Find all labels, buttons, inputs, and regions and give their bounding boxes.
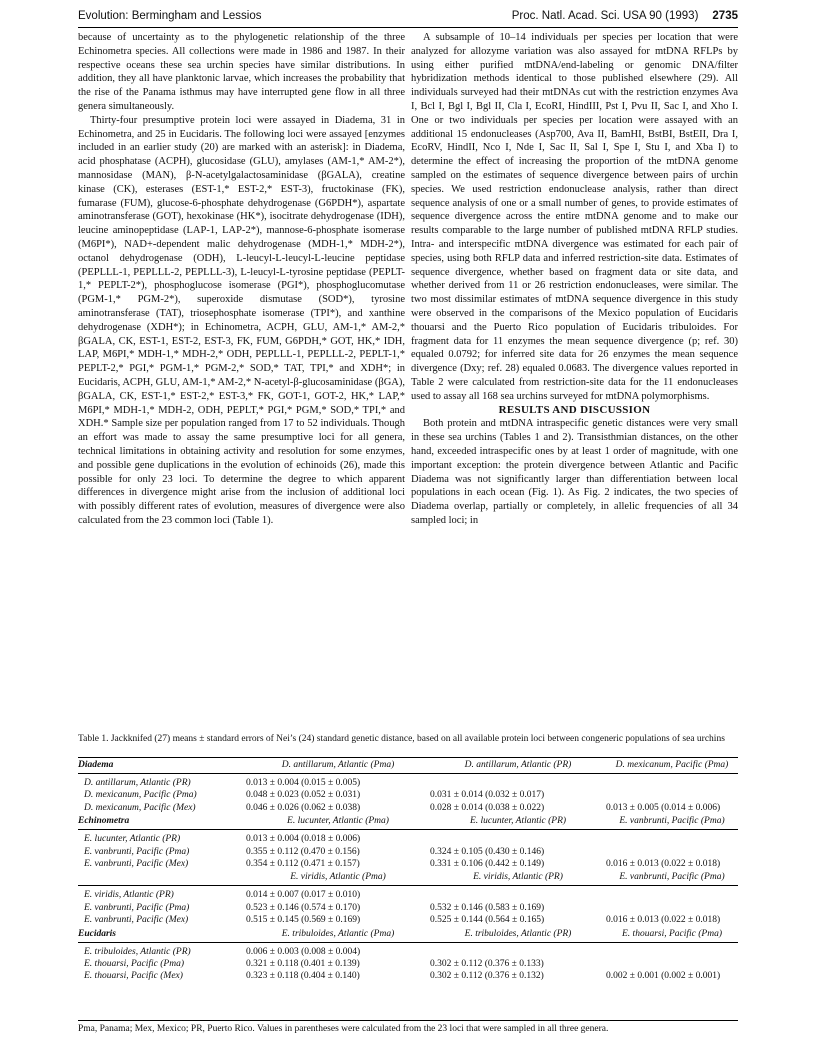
table-cell: 0.354 ± 0.112 (0.471 ± 0.157) bbox=[246, 858, 360, 869]
table-cell: 0.031 ± 0.014 (0.032 ± 0.017) bbox=[430, 790, 545, 801]
table-cell: 0.523 ± 0.146 (0.574 ± 0.170) bbox=[246, 902, 361, 913]
table-1 bbox=[78, 757, 738, 983]
column-header: E. lucunter, Atlantic (Pma) bbox=[287, 816, 389, 827]
column-header: D. antillarum, Atlantic (Pma) bbox=[281, 760, 395, 770]
header-left: Evolution: Bermingham and Lessios bbox=[78, 10, 262, 22]
table-group-header bbox=[78, 758, 738, 774]
table-cell bbox=[606, 789, 738, 801]
table-row bbox=[78, 970, 738, 982]
row-label: E. lucunter, Atlantic (PR) bbox=[84, 834, 181, 845]
table-cell: 0.016 ± 0.013 (0.022 ± 0.018) bbox=[606, 915, 721, 926]
table-cell: 0.525 ± 0.144 (0.564 ± 0.165) bbox=[430, 915, 545, 926]
page-number: 2735 bbox=[712, 10, 738, 22]
table-group-header bbox=[78, 814, 738, 830]
left-paragraph-1: because of uncertainty as to the phylogenetic relationship of the three Echinometra species. All collections were made in 1986 and 1987. In their respective oceans these sea urchin species have similar distributions. In addition, they all have planktonic larvae, which increases the probability that the rise of the Panama isthmus may have interrupted gene flow in all three genera simultaneously. bbox=[78, 32, 405, 112]
table-cell: 0.013 ± 0.005 (0.014 ± 0.006) bbox=[606, 802, 721, 813]
table-row bbox=[78, 889, 738, 901]
table-row bbox=[78, 789, 738, 801]
group-name: Echinometra bbox=[78, 816, 130, 827]
table-cell: 0.048 ± 0.023 (0.052 ± 0.031) bbox=[246, 790, 361, 801]
group-name: Diadema bbox=[78, 760, 114, 770]
left-paragraph-2: Thirty-four presumptive protein loci were assayed in Diadema, 31 in Echinometra, and 25 in Eucidaris. The following loci were assayed [enzymes included in an earlier study (20) are marked with an asterisk]: in Diadema, acid phosphatase (ACPH), glucosidase (GLU), amylases (AM-1,* AM-2*), mannosidase (MAN), β-N-acetylgalactosaminidase (βGALA), creatine kinase (CK), esterases (EST-1,* EST-2,* EST-3), fructokinase (FK), fumarase (FUM), glucose-6-phosphate dehydrogenase (G6PDH*), aspartate aminotransferase (GOT), hexokinase (HK*), isocitrate dehydrogenase (IDH), leucine aminopeptidase (LAP-1, LAP-2*), mannose-6-phosphate isomerase (M6PI*), NAD+-dependent malic dehydrogenase (MDH-1,* MDH-2*), octanol dehydrogenase (ODH), L-leucyl-L-leucyl-L-leucine peptidase (PEPLLL-1, PEPLLL-2, PEPLLL-3), L-leucyl-L-tyrosine peptidase (PEPLT-1,* PEPLT-2*), phosphoglucose isomerase (PGI*), phosphoglucomutase (PGM-1,* PGM-2*), superoxide dismutase (SOD*), tyrosine aminotransferase (TAT), triosephosphate isomerase (TPI*), and xanthine dehydrogenase (XDH*); in Echinometra, ACPH, GLU, AM-1,* AM-2,* βGALA, CK, EST-1, EST-2, EST-3, FK, FUM, G6PDH,* GOT, HK,* IDH, LAP, M6PI,* MDH-1,* MDH-2,* ODH, PEPLLL-1, PEPLLL-2, PEPLT-1,* PEPLT-2,* PGI,* PGM-1,* PGM-2,* SOD,* TAT, TPI,* and XDH*; in Eucidaris, ACPH, GLU, AM-1,* AM-2,* N-acetyl-β-glucosaminidase (βGA), βGALA, CK, EST-1,* EST-2,* EST-3,* FK, GOT-1, GOT-2, HK,* LAP,* M6PI,* MDH-1,* MDH-2, ODH, PEPLT,* PGI,* PGM,* SOD,* TPI,* and XDH.* Sample size per population ranged from 17 to 52 individuals. Though an effort was made to assay the same presumptive loci for all genera, technical limitations in obtaining activity and resolution for some enzymes, and possible gene duplications in the evolution of echinoids (26), made this possible for only 23 loci. To determine the degree to which apparent differences in divergence might arise from the inclusion of additional loci with possibly different rates of evolution, measures of divergence were also calculated from the 23 common loci (Table 1). bbox=[78, 114, 405, 526]
row-label: E. thouarsi, Pacific (Pma) bbox=[84, 958, 184, 969]
table-cell: 0.002 ± 0.001 (0.002 ± 0.001) bbox=[606, 971, 721, 982]
column-header: D. antillarum, Atlantic (PR) bbox=[464, 760, 572, 770]
column-header: E. lucunter, Atlantic (PR) bbox=[469, 816, 567, 827]
table-row bbox=[78, 946, 738, 958]
row-label: E. vanbrunti, Pacific (Mex) bbox=[84, 915, 189, 926]
row-label: E. vanbrunti, Pacific (Mex) bbox=[84, 858, 189, 869]
table-row bbox=[78, 846, 738, 858]
table-cell: 0.013 ± 0.004 (0.015 ± 0.005) bbox=[246, 778, 361, 788]
table-cell bbox=[606, 946, 738, 958]
section-heading: RESULTS AND DISCUSSION bbox=[498, 403, 651, 416]
header-right bbox=[512, 10, 738, 22]
table-cell: 0.016 ± 0.013 (0.022 ± 0.018) bbox=[606, 858, 721, 869]
column-header: E. vanbrunti, Pacific (Pma) bbox=[619, 872, 725, 883]
table-cell: 0.014 ± 0.007 (0.017 ± 0.010) bbox=[246, 890, 361, 901]
row-label: D. mexicanum, Pacific (Pma) bbox=[84, 790, 197, 801]
table-cell: 0.515 ± 0.145 (0.569 ± 0.169) bbox=[246, 915, 361, 926]
table-row bbox=[78, 902, 738, 914]
row-label: E. viridis, Atlantic (PR) bbox=[84, 890, 174, 901]
row-label: E. vanbrunti, Pacific (Pma) bbox=[84, 846, 190, 857]
table-cell: 0.532 ± 0.146 (0.583 ± 0.169) bbox=[430, 902, 545, 913]
column-header: E. thouarsi, Pacific (Pma) bbox=[622, 928, 722, 939]
column-header: D. mexicanum, Pacific (Pma) bbox=[615, 760, 729, 770]
table-cell: 0.331 ± 0.106 (0.442 ± 0.149) bbox=[430, 858, 545, 869]
table-cell: 0.323 ± 0.118 (0.404 ± 0.140) bbox=[246, 971, 360, 982]
table-cell: 0.028 ± 0.014 (0.038 ± 0.022) bbox=[430, 802, 545, 813]
table-cell bbox=[430, 833, 606, 845]
header-rule bbox=[78, 27, 738, 28]
table-cell: 0.302 ± 0.112 (0.376 ± 0.133) bbox=[430, 958, 544, 969]
table-cell bbox=[606, 958, 738, 970]
row-label: E. thouarsi, Pacific (Mex) bbox=[84, 971, 183, 982]
table-cell bbox=[606, 833, 738, 845]
table-cell: 0.355 ± 0.112 (0.470 ± 0.156) bbox=[246, 846, 360, 857]
table-cell bbox=[430, 946, 606, 958]
table-row bbox=[78, 914, 738, 926]
table-caption: Table 1. Jackknifed (27) means ± standard errors of Nei’s (24) standard genetic distance, based on all available protein loci between congeneric populations of sea urchins bbox=[78, 734, 725, 744]
column-header: E. vanbrunti, Pacific (Pma) bbox=[619, 816, 725, 827]
left-column bbox=[78, 31, 405, 528]
table-group-header bbox=[78, 927, 738, 943]
table-cell: 0.302 ± 0.112 (0.376 ± 0.132) bbox=[430, 971, 544, 982]
running-header bbox=[78, 10, 738, 26]
table-cell: 0.006 ± 0.003 (0.008 ± 0.004) bbox=[246, 946, 361, 957]
right-paragraph-1: A subsample of 10–14 individuals per species per location that were analyzed for allozyme variation was also assayed for mtDNA RFLPs by using either purified mtDNA/end-labeling or genomic DNA/filter hybridization methods identical to those published elsewhere (29). All individuals surveyed had their mtDNAs cut with the restriction enzymes Ava I, Bcl I, Bgl I, Bgl II, Cla I, EcoRI, HindIII, Pst I, Pvu II, Sac I, and Xho I. One or two individuals per species per location were assayed with an additional 15 endonucleases (Asp700, Ava II, BamHI, BstBI, BstEII, Dra I, EcoRV, HindII, Nco I, Nde I, Sac II, Sal I, Spe I, Stu I, and Xba I) to determine the effect of increasing the proportion of the mtDNA genome sampled on the estimates of sequence divergence between pairs of urchin species. We used restriction endonuclease analysis, rather than direct sequence analysis of one or a small number of genes, to provide estimates of sequence divergence across the entire mtDNA genome and to make our results comparable to the large number of published mtDNA RFLP studies. Intra- and interspecific mtDNA divergence was estimated for each pair of species, using both RFLP data and inferred restriction-site data. Estimates of sequence divergence, whether based on fragment data or site data, and whether derived from 11 or 26 restriction endonucleases, were similar. The two most dissimilar estimates of mtDNA sequence divergence in this study were observed in the comparisons of the Mexico population of Eucidaris thouarsi and the Puerto Rico population of Eucidaris tribuloides. For fragment data for 11 enzymes the mean sequence divergence (p; ref. 30) equaled 0.0792; for inferred site data for 26 enzymes the mean sequence divergence (Dxy; ref. 28) equaled 0.0683. The divergence values reported in Table 2 were calculated from restriction-site data for the 11 endonucleases used to assay all 168 sea urchins surveyed for mtDNA polymorphisms. bbox=[411, 32, 738, 402]
column-header: E. tribuloides, Atlantic (PR) bbox=[464, 928, 572, 939]
journal-citation: Proc. Natl. Acad. Sci. USA 90 (1993) bbox=[511, 10, 699, 22]
column-header: E. viridis, Atlantic (Pma) bbox=[290, 872, 386, 883]
table-row bbox=[78, 802, 738, 814]
table-row bbox=[78, 958, 738, 970]
column-header: E. tribuloides, Atlantic (Pma) bbox=[281, 928, 395, 939]
table-row bbox=[78, 777, 738, 789]
table-cell bbox=[606, 777, 738, 789]
column-header: E. viridis, Atlantic (PR) bbox=[473, 872, 563, 883]
table-row bbox=[78, 858, 738, 870]
table-cell bbox=[606, 846, 738, 858]
row-label: D. antillarum, Atlantic (PR) bbox=[84, 778, 191, 788]
table-group-header bbox=[78, 870, 738, 886]
row-label: D. mexicanum, Pacific (Mex) bbox=[84, 802, 196, 813]
table-cell bbox=[606, 902, 738, 914]
row-label: E. tribuloides, Atlantic (PR) bbox=[84, 946, 191, 957]
table-footnote: Pma, Panama; Mex, Mexico; PR, Puerto Rico. Values in parentheses were calculated from the 23 loci that were sampled in all three genera. bbox=[78, 1020, 738, 1034]
right-paragraph-2: Both protein and mtDNA intraspecific genetic distances were very small in these sea urchins (Tables 1 and 2). Transisthmian distances, on the other hand, exceeded intraspecific ones by at least 1 order of magnitude, with one important exception: the protein divergence between Atlantic and Pacific Diadema was not significantly larger than differentiation between local populations in each ocean (Fig. 1). As Fig. 2 indicates, the two species of Diadema overlap, partially or completely, in allelic frequencies of all 34 sampled loci; in bbox=[411, 418, 738, 526]
table-cell: 0.321 ± 0.118 (0.401 ± 0.139) bbox=[246, 958, 360, 969]
table-cell bbox=[606, 889, 738, 901]
table-cell: 0.013 ± 0.004 (0.018 ± 0.006) bbox=[246, 834, 361, 845]
right-column bbox=[411, 31, 738, 528]
row-label: E. vanbrunti, Pacific (Pma) bbox=[84, 902, 190, 913]
group-name: Eucidaris bbox=[78, 928, 117, 939]
table-row bbox=[78, 833, 738, 845]
table-cell: 0.324 ± 0.105 (0.430 ± 0.146) bbox=[430, 846, 545, 857]
table-cell: 0.046 ± 0.026 (0.062 ± 0.038) bbox=[246, 802, 361, 813]
table-cell bbox=[430, 889, 606, 901]
group-name bbox=[78, 870, 246, 885]
table-cell bbox=[430, 777, 606, 789]
